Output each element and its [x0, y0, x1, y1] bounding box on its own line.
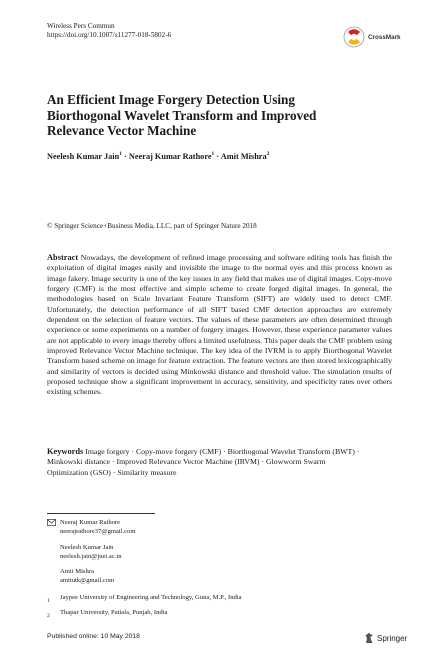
affiliation-number: 2: [47, 613, 50, 619]
contact-entry: [60, 567, 114, 585]
abstract-text: Nowadays, the development of refined image processing and software editing tools has finish the exploitation of digital images easily and invisible the image to the normal eyes and this process known as image fakery. Image security is one of the key issues in any field that makes use of digital images. Copy-move forgery (CMF) is the most effective and simple scheme to create forged digital images. In general, the methodologies based on Scale Invariant Feature Transform (SIFT) are widely used to detect CMF. Unfortunately, the detection performance of all SIFT based CMF detection approaches are extremely dependent on the selection of feature vectors. The values of these parameters are often determined through experience or some experiments on a number of forgery images. However, these experience parameter values are not applicable to every image thereby offers a limited usefulness. This paper deals the CMF problem using improved Relevance Vector Machine technique. The key idea of the IVRM is to apply Biorthogonal Wavelet Transform based scheme on image for feature extraction. The feature vectors are then stored lexicographically and similarity of vectors is decided using Minkowski distance and threshold value. The simulation results of proposed technique show a significant improvement in accuracy, sensitivity, and specificity rates over others existing schemes.: [47, 253, 392, 397]
contact-email[interactable]: neerajrathore37@gmail.com: [60, 528, 136, 535]
affiliation-text: Thapar University, Patiala, Punjab, India: [60, 609, 168, 616]
crossmark-label: CrossMark: [368, 33, 401, 41]
corresponding-author: [60, 518, 135, 536]
author-affiliation-marker: 1: [119, 151, 122, 157]
contact-email[interactable]: amitutk@gmail.com: [60, 577, 115, 584]
keywords-text: Image forgery · Copy-move forgery (CMF) · Biorthogonal Wavelet Transform (BWT) · Minkowski distance · Improved Relevance Vector Machine (IRVM) · Glowworm Swarm Optimization (GSO) · Similarity measure: [47, 447, 360, 477]
author-name[interactable]: Neeraj Kumar Rathore: [128, 151, 212, 161]
publisher-logo: [364, 632, 407, 644]
crossmark-badge[interactable]: [343, 24, 413, 50]
abstract-label: Abstract: [47, 253, 79, 262]
doi-link[interactable]: https://doi.org/10.1007/s11277-018-5802-6: [47, 31, 172, 40]
springer-horse-icon: [364, 632, 374, 644]
keywords-label: Keywords: [47, 447, 84, 456]
journal-header: [47, 22, 171, 41]
contact-entry: [60, 543, 122, 561]
affiliation-2: [47, 607, 50, 625]
publisher-name: Springer: [377, 633, 408, 643]
journal-name: Wireless Pers Commun: [47, 22, 115, 30]
contact-name: Neelesh Kumar Jain: [60, 544, 114, 551]
copyright-notice: © Springer Science+Business Media, LLC, part of Springer Nature 2018: [47, 222, 257, 230]
keywords: [47, 447, 367, 478]
contact-name: Neeraj Kumar Rathore: [60, 519, 121, 526]
publication-date: Published online: 10 May 2018: [47, 633, 140, 640]
author-name[interactable]: Amit Mishra: [220, 151, 267, 161]
author-list: [47, 151, 269, 161]
envelope-icon: [47, 519, 56, 526]
author-separator: ·: [124, 151, 127, 161]
affiliation-text: Jaypee University of Engineering and Technology, Guna, M.P., India: [60, 594, 242, 601]
article-title: An Efficient Image Forgery Detection Using Biorthogonal Wavelet Transform and Improved Relevance Vector Machine: [47, 92, 317, 138]
affiliation-number: 1: [47, 598, 50, 604]
author-affiliation-marker: 2: [266, 151, 270, 157]
author-separator: ·: [216, 151, 220, 161]
author-affiliation-marker: 1: [211, 151, 215, 157]
abstract: [47, 253, 392, 398]
contact-email[interactable]: neelesh.jain@juet.ac.in: [60, 553, 122, 560]
contact-name: Amit Mishra: [60, 568, 94, 575]
footnote-divider: [47, 513, 155, 514]
crossmark-icon: [343, 26, 365, 48]
author-name[interactable]: Neelesh Kumar Jain: [47, 151, 120, 161]
